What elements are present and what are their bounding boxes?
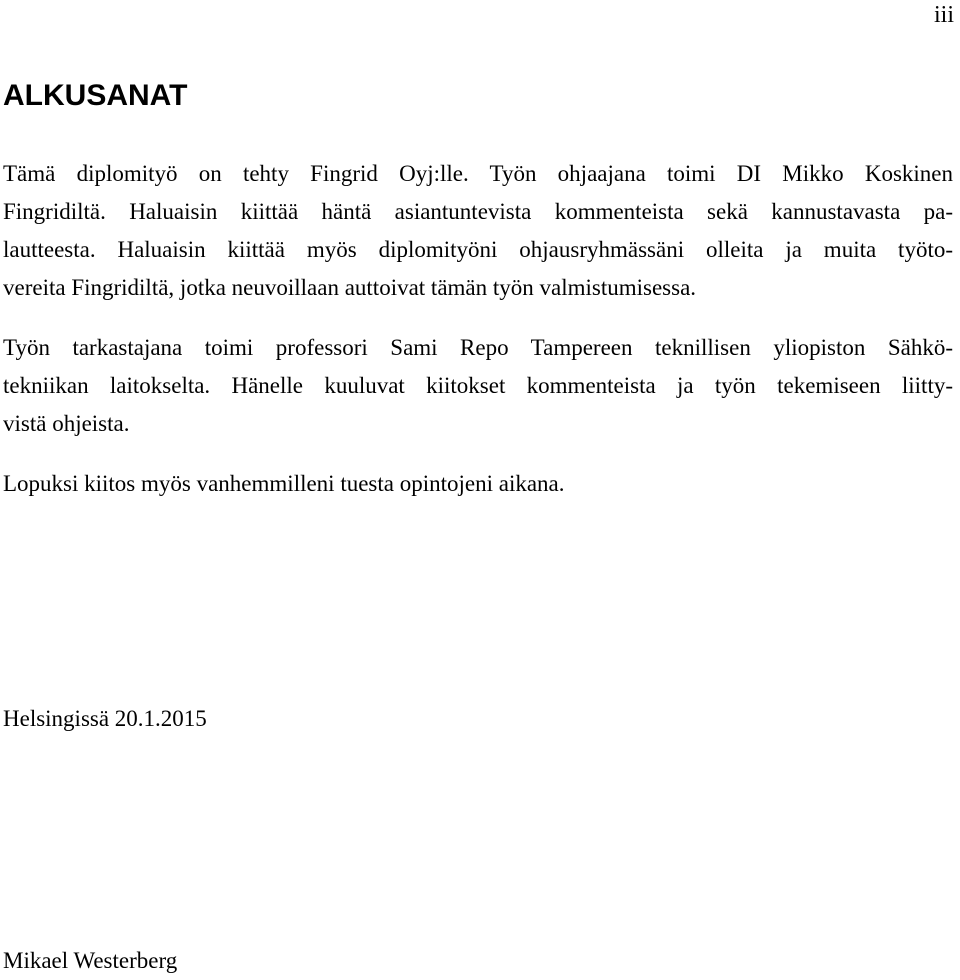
- paragraph-line: Fingridiltä. Haluaisin kiittää häntä asiantuntevista kommenteista sekä kannustavasta pa-: [3, 199, 953, 224]
- page-title: ALKUSANAT: [3, 79, 188, 112]
- paragraph-acknowledgement-parents: [3, 465, 953, 503]
- paragraph-line: Tämä diplomityö on tehty Fingrid Oyj:lle. Työn ohjaajana toimi DI Mikko Koskinen: [3, 161, 953, 186]
- paragraph-acknowledgement-supervisor: [3, 155, 953, 307]
- author-signature: Mikael Westerberg: [3, 948, 178, 973]
- paragraph-line: Työn tarkastajana toimi professori Sami Repo Tampereen teknillisen yliopiston Sähkö-: [3, 335, 953, 360]
- paragraph-acknowledgement-examiner: [3, 329, 953, 443]
- paragraph-line: vistä ohjeista.: [3, 411, 130, 436]
- place-and-date: Helsingissä 20.1.2015: [3, 706, 207, 731]
- paragraph-line: tekniikan laitokselta. Hänelle kuuluvat kiitokset kommenteista ja työn tekemiseen liitty-: [3, 373, 953, 398]
- paragraph-line: lautteesta. Haluaisin kiittää myös diplomityöni ohjausryhmässäni olleita ja muita työto-: [3, 237, 953, 262]
- paragraph-line: vereita Fingridiltä, jotka neuvoillaan auttoivat tämän työn valmistumisessa.: [3, 275, 697, 300]
- paragraph-line: Lopuksi kiitos myös vanhemmilleni tuesta opintojeni aikana.: [3, 471, 565, 496]
- page-number: iii: [933, 2, 954, 28]
